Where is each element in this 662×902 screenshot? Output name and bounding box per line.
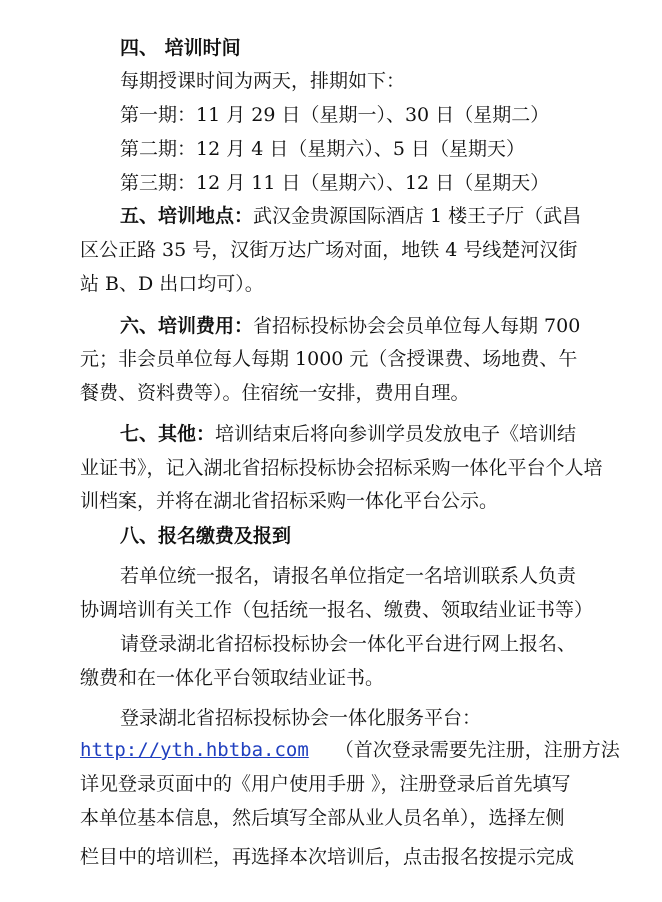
paragraph-line: 协调培训有关工作（包括统一报名、缴费、领取结业证书等） [80, 599, 594, 621]
section-heading-location: 五、培训地点： [120, 205, 254, 227]
section-heading-fees: 六、培训费用： [120, 315, 254, 337]
paragraph-line: 餐费、资料费等）。住宿统一安排，费用自理。 [80, 382, 470, 404]
section-heading-registration: 八、报名缴费及报到 [120, 525, 292, 547]
schedule-line-3: 第三期：12 月 11 日（星期六）、12 日（星期天） [120, 172, 550, 194]
paragraph-line: 业证书》，记入湖北省招标投标协会招标采购一体化平台个人培 [80, 457, 603, 479]
paragraph-text: （首次登录需要先注册，注册方法 [334, 739, 620, 761]
schedule-line-2: 第二期：12 月 4 日（星期六）、5 日（星期天） [120, 138, 526, 160]
paragraph-line: 若单位统一报名，请报名单位指定一名培训联系人负责 [120, 565, 577, 587]
paragraph-link-line [80, 737, 620, 763]
section-heading-other: 七、其他： [120, 423, 216, 445]
paragraph-line: 缴费和在一体化平台领取结业证书。 [80, 667, 385, 689]
paragraph-fees [120, 313, 580, 339]
paragraph-other [120, 421, 576, 447]
schedule-line-1: 第一期：11 月 29 日（星期一）、30 日（星期二） [120, 104, 550, 126]
paragraph-text: 省招标投标协会会员单位每人每期 700 [253, 315, 581, 337]
paragraph-line: 每期授课时间为两天，排期如下： [120, 70, 406, 92]
paragraph-line: 请登录湖北省招标投标协会一体化平台进行网上报名、 [120, 633, 577, 655]
paragraph-line: 登录湖北省招标投标协会一体化服务平台： [120, 707, 482, 729]
paragraph-line: 站 B、D 出口均可）。 [80, 273, 264, 295]
paragraph-text: 武汉金贵源国际酒店 1 楼王子厅（武昌 [253, 205, 582, 227]
paragraph-line: 元；非会员单位每人每期 1000 元（含授课费、场地费、午 [80, 348, 578, 370]
platform-link[interactable]: http://yth.hbtba.com [80, 739, 309, 761]
paragraph-line: 本单位基本信息，然后填写全部从业人员名单），选择左侧 [80, 807, 565, 829]
paragraph-line: 详见登录页面中的《用户使用手册 》，注册登录后首先填写 [80, 773, 571, 795]
paragraph-line: 栏目中的培训栏，再选择本次培训后，点击报名按提示完成 [80, 846, 575, 868]
paragraph-location [120, 203, 581, 229]
section-heading-training-time: 四、 培训时间 [120, 37, 241, 59]
paragraph-line: 区公正路 35 号，汉街万达广场对面，地铁 4 号线楚河汉街 [80, 239, 578, 261]
paragraph-line: 训档案，并将在湖北省招标采购一体化平台公示。 [80, 490, 499, 512]
paragraph-text: 培训结束后将向参训学员发放电子《培训结 [215, 423, 577, 445]
